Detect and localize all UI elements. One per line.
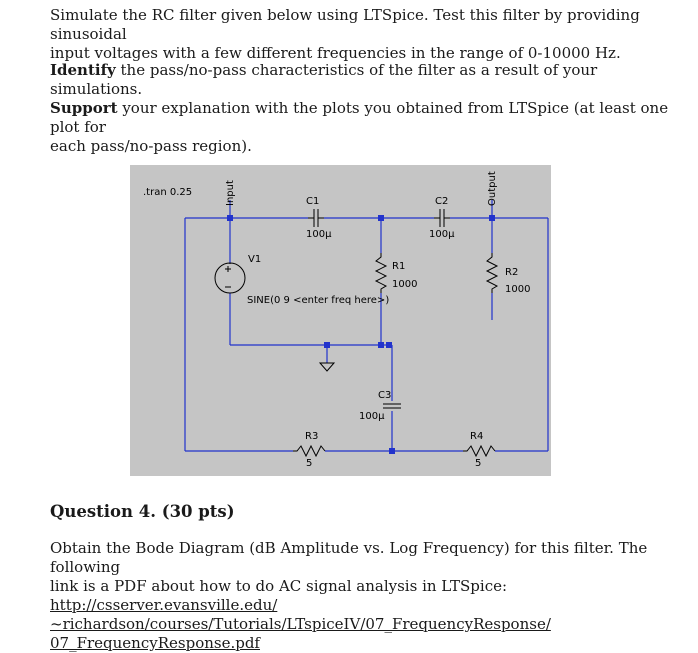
task-paragraph: [50, 61, 680, 156]
r4-name: R4: [470, 431, 484, 442]
pdf-link-part-1[interactable]: http://csserver.evansville.edu/: [50, 596, 278, 614]
identify-text: the pass/no-pass characteristics of the filter as a result of your simulations.: [50, 61, 598, 98]
support-text: your explanation with the plots you obtained from LTSpice (at least one plot for: [50, 99, 669, 136]
schematic-drawing: [130, 165, 551, 476]
capacitor-c1: [308, 209, 324, 227]
v1-value: SINE(0 9 <enter freq here>): [247, 295, 390, 306]
components: [215, 209, 497, 456]
ground-icon: [320, 363, 334, 371]
intro-paragraph: [50, 6, 680, 63]
c1-name: C1: [306, 196, 320, 207]
voltage-source-v1: [215, 263, 245, 293]
pdf-link-part-2[interactable]: ~richardson/courses/Tutorials/LTspiceIV/07_FrequencyResponse/: [50, 615, 551, 633]
r3-value: 5: [306, 458, 313, 469]
identify-keyword: Identify: [50, 61, 116, 79]
r1-name: R1: [392, 261, 406, 272]
v1-name: V1: [248, 254, 262, 265]
intro-line-1: Simulate the RC filter given below using LTSpice. Test this filter by providing sinusoidal: [50, 6, 640, 43]
resistor-r4: [463, 446, 495, 456]
r2-name: R2: [505, 267, 519, 278]
resistor-r1: [376, 253, 386, 293]
support-text-line-2: each pass/no-pass region).: [50, 137, 252, 155]
capacitor-c3: [383, 404, 401, 408]
resistor-r3: [293, 446, 325, 456]
resistor-r2: [487, 253, 497, 293]
pdf-link-part-3[interactable]: 07_FrequencyResponse.pdf: [50, 634, 260, 652]
spice-directive: .tran 0.25: [143, 187, 193, 198]
intro-line-2: input voltages with a few different frequencies in the range of 0-10000 Hz.: [50, 44, 621, 62]
c2-value: 100µ: [429, 229, 455, 240]
c2-name: C2: [435, 196, 449, 207]
question-4-paragraph: [50, 539, 680, 653]
net-label-output: Output: [487, 171, 498, 206]
c1-value: 100µ: [306, 229, 332, 240]
r3-name: R3: [305, 431, 319, 442]
c3-name: C3: [378, 390, 392, 401]
circuit-schematic: [130, 165, 551, 476]
support-keyword: Support: [50, 99, 118, 117]
question-4-line-1: Obtain the Bode Diagram (dB Amplitude vs. Log Frequency) for this filter. The following: [50, 539, 648, 576]
c3-value: 100µ: [359, 411, 385, 422]
capacitor-c2: [434, 209, 450, 227]
r2-value: 1000: [505, 284, 531, 295]
r1-value: 1000: [392, 279, 418, 290]
question-4-line-2: link is a PDF about how to do AC signal analysis in LTSpice:: [50, 577, 508, 595]
r4-value: 5: [475, 458, 482, 469]
question-4-heading: Question 4. (30 pts): [50, 502, 235, 521]
net-label-input: Input: [225, 180, 236, 206]
